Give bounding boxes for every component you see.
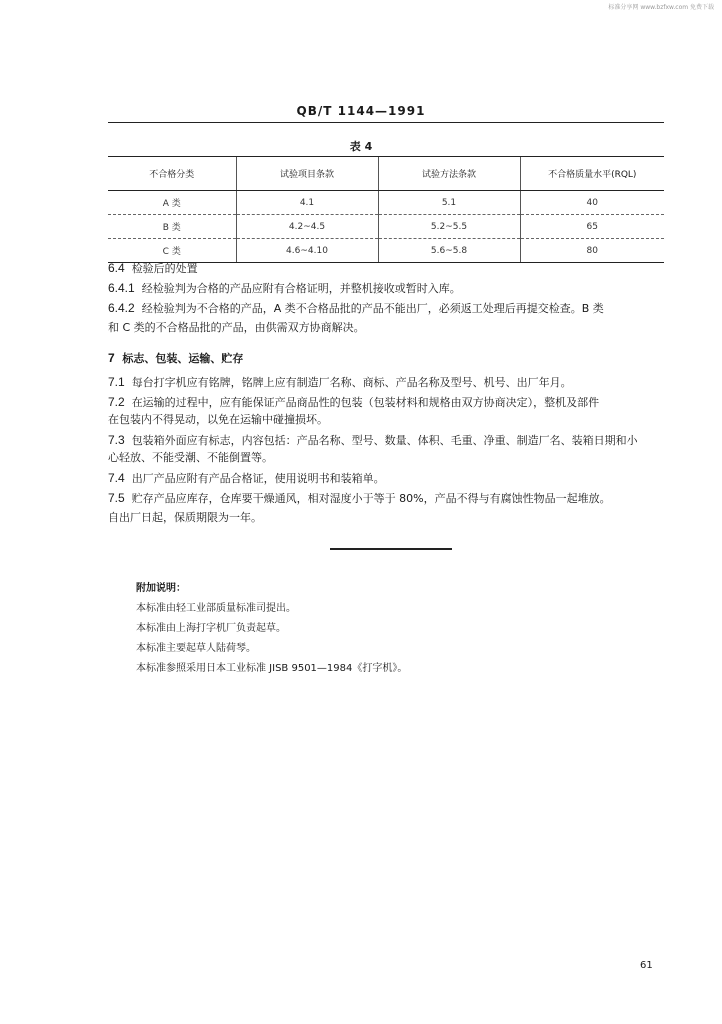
section-7-5-cont: 自出厂日起，保质期限为一年。 [108,511,262,524]
section-7-1: 7.1 每台打字机应有铭牌，铭牌上应有制造厂名称、商标、产品名称及型号、机号、出厂年月。 [108,375,572,389]
table-row [108,191,664,215]
section-7-heading: 7 标志、包装、运输、贮存 [108,351,244,365]
notes-title: 附加说明： [136,583,186,594]
section-7-2-cont: 在包装内不得晃动，以免在运输中碰撞损坏。 [108,413,328,426]
watermark: 标准分享网 www.bzfxw.com 免费下载 [608,4,714,11]
table-header-row [108,157,664,191]
header-rule [108,122,664,123]
table-cell: C 类 [108,239,236,263]
table-cell: 4.1 [236,191,378,215]
end-rule [330,548,452,550]
table-cell: 65 [520,215,664,239]
column-header: 试验方法条款 [378,157,520,191]
section-7-3-cont: 心轻放、不能受潮、不能倒置等。 [108,451,273,464]
section-6-4-2: 6.4.2 经检验判为不合格的产品，A 类不合格品批的产品不能出厂，必须返工处理后再提交检查。B 类 [108,301,604,315]
column-header: 试验项目条款 [236,157,378,191]
section-7-2: 7.2 在运输的过程中，应有能保证产品商品性的包装（包装材料和规格由双方协商决定），整机及部件 [108,395,600,409]
table-cell: 40 [520,191,664,215]
table-title: 表 4 [349,140,373,153]
table-cell: 5.2~5.5 [378,215,520,239]
note-line: 本标准参照采用日本工业标准 JISB 9501—1984《打字机》。 [136,663,408,674]
table-cell: 5.1 [378,191,520,215]
standard-code-header: QB/T 1144—1991 [296,104,426,118]
section-6-4-1: 6.4.1 经检验判为合格的产品应附有合格证明，并整机接收或暂时入库。 [108,281,461,295]
table-cell: 5.6~5.8 [378,239,520,263]
section-7-3: 7.3 包装箱外面应有标志，内容包括：产品名称、型号、数量、体积、毛重、净重、制造厂名、装箱日期和小 [108,433,638,447]
section-6-4: 6.4 检验后的处置 [108,261,198,275]
note-line: 本标准主要起草人陆荷琴。 [136,643,256,654]
section-6-4-2-cont: 和 C 类的不合格品批的产品，由供需双方协商解决。 [108,321,365,334]
column-header: 不合格分类 [108,157,236,191]
note-line: 本标准由上海打字机厂负责起草。 [136,623,286,634]
section-7-5: 7.5 贮存产品应库存，仓库要干燥通风，相对湿度小于等于 80%，产品不得与有腐蚀性物品一起堆放。 [108,491,611,505]
section-7-4: 7.4 出厂产品应附有产品合格证，使用说明书和装箱单。 [108,471,385,485]
table-cell: A 类 [108,191,236,215]
table-row [108,215,664,239]
rql-table [108,156,664,263]
page-number: 61 [640,960,653,971]
table-cell: 4.2~4.5 [236,215,378,239]
table-cell: 4.6~4.10 [236,239,378,263]
note-line: 本标准由轻工业部质量标准司提出。 [136,603,296,614]
table-cell: 80 [520,239,664,263]
column-header: 不合格质量水平(RQL) [520,157,664,191]
table-cell: B 类 [108,215,236,239]
